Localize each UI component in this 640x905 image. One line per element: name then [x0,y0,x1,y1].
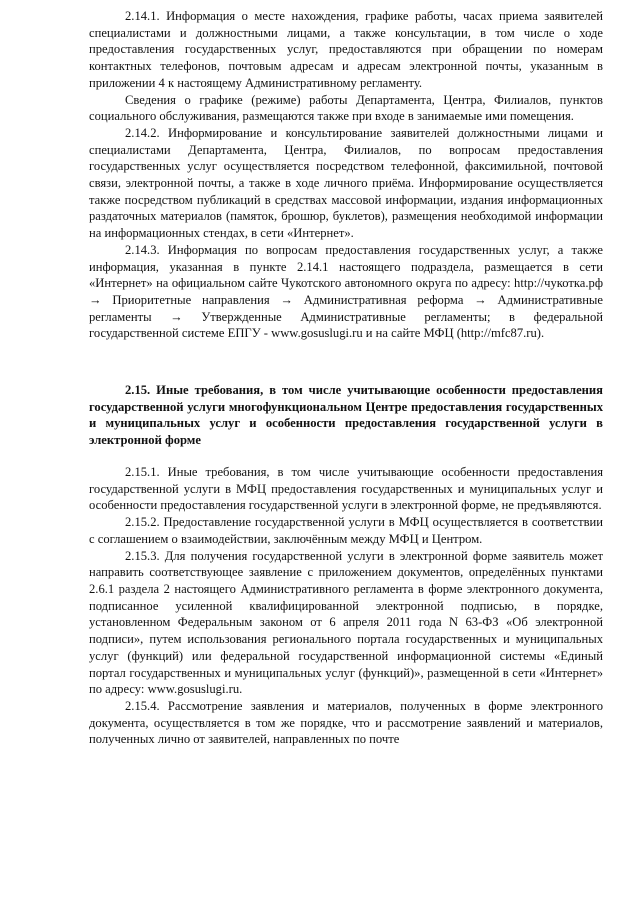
section-heading-2-15: 2.15. Иные требования, в том числе учитывающие особенности предоставления государственной услуги многофункциональном Центре предоставления государственных и муниципальных услуг и особенности предоставления государственной услуги в электронной форме [89,383,603,447]
paragraph-2-14-1: 2.14.1. Информация о месте нахождения, графике работы, часах приема заявителей специалистами и должностными лицами, а также консультации, в том числе о ходе предоставления государственных услуг, предоставляются при обращении по номерам контактных телефонов, почтовым адресам и адресам электронной почты, указанным в приложении 4 к настоящему Административному регламенту. [89,9,603,90]
paragraph-schedule-info: Сведения о графике (режиме) работы Департамента, Центра, Филиалов, пунктов социального обслуживания, размещаются также при входе в занимаемые ими помещения. [89,92,603,124]
paragraph-2-14-3: 2.14.3. Информация по вопросам предоставления государственных услуг, а также информация, указанная в пункте 2.14.1 настоящего подраздела, размещается в сети «Интернет» на официальном сайте Чукотского автономного округа по адресу: http://чукотка.рф → Приоритетные направления → Административная реформа → Административные регламенты → Утвержденные Административные регламенты; в федеральной государственной системе ЕПГУ - www.gosuslugi.ru и на сайте МФЦ (http://mfc87.ru). [89,242,603,341]
paragraph-2-15-3: 2.15.3. Для получения государственной услуги в электронной форме заявитель может направить соответствующее заявление с приложением документов, определённых пунктами 2.6.1 раздела 2 настоящего Административного регламента в форме электронного документа, подписанное усиленной квалифицированной электронной подписью, в порядке, установленном Федеральным законом от 6 апреля 2011 года N 63-ФЗ «Об электронной подписи», путем использования регионального портала государственных и муниципальных услуг (функций) или федеральной государственной информационной системы «Единый портал государственных и муниципальных услуг (функций)», размещенной в сети «Интернет» по адресу: www.gosuslugi.ru. [89,548,603,697]
heading-spacer [89,448,603,464]
document-page [89,8,603,748]
paragraph-2-14-2: 2.14.2. Информирование и консультирование заявителей должностными лицами и специалистами Департамента, Центра, Филиалов, по вопросам предоставления государственных услуг осуществляется посредством телефонной, факсимильной, почтовой связи, электронной почты, а также в ходе личного приёма. Информирование осуществляется также посредством публикаций в средствах массовой информации, издания информационных раздаточных материалов (памяток, брошюр, буклетов), размещения необходимой информации на информационных стендах, в сети «Интернет». [89,125,603,241]
paragraph-2-15-2: 2.15.2. Предоставление государственной услуги в МФЦ осуществляется в соответствии с соглашением о взаимодействии, заключённым между МФЦ и Центром. [89,515,603,546]
paragraph-2-15-1: 2.15.1. Иные требования, в том числе учитывающие особенности предоставления государственной услуги в МФЦ предоставления государственных и муниципальных услуг и особенности предоставления государственной услуги в электронной форме, не предъявляются. [89,465,603,513]
paragraph-2-15-4: 2.15.4. Рассмотрение заявления и материалов, полученных в форме электронного документа, осуществляется в том же порядке, что и рассмотрение заявлений и материалов, полученных лично от заявителей, направленных по почте [89,698,603,747]
